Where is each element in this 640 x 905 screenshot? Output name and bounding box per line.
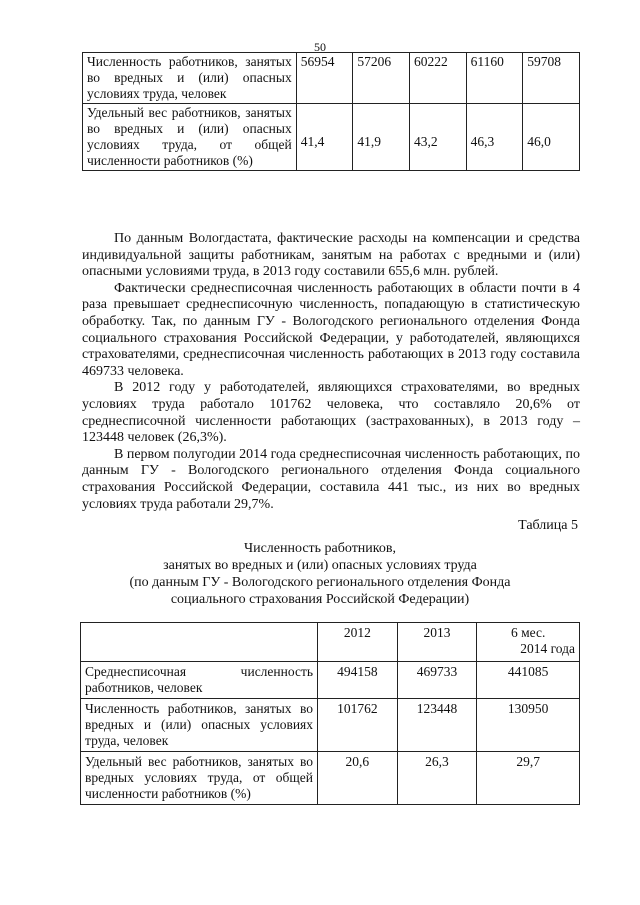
table-cell: 101762 bbox=[318, 699, 398, 752]
table-cell: 56954 bbox=[296, 53, 353, 104]
table-cell: 20,6 bbox=[318, 752, 398, 805]
table-row bbox=[81, 662, 580, 699]
row-label: Численность работников, занятых во вредных и (или) опасных условиях труда, человек bbox=[81, 699, 318, 752]
table-caption bbox=[0, 540, 640, 608]
paragraph: В первом полугодии 2014 года среднесписочная численность работающих, по данным ГУ - Вологодского регионального отделения Фонда социального страхования Российской Федерации, составила 441 тыс., из них во вредных условиях труда работали 29,7%. bbox=[82, 446, 580, 512]
header-cell-2013: 2013 bbox=[397, 623, 477, 662]
header-cell-2014 bbox=[477, 623, 580, 662]
continued-table bbox=[82, 52, 580, 171]
table-cell: 60222 bbox=[410, 53, 467, 104]
paragraph: Фактически среднесписочная численность работающих в области почти в 4 раза превышает среднесписочную численность, попадающую в статистическую обработку. Так, по данным ГУ - Вологодского регионального отделения Фонда социального страхования Российской Федерации, у работодателей, являющихся страхователями, среднесписочная численность работающих в 2013 году составила 469733 человека. bbox=[82, 280, 580, 379]
table-row bbox=[81, 752, 580, 805]
table-cell: 41,9 bbox=[353, 104, 410, 171]
table-cell: 494158 bbox=[318, 662, 398, 699]
body-text bbox=[82, 231, 580, 513]
table-header-row bbox=[81, 623, 580, 662]
row-label: Среднесписочная численность работников, человек bbox=[81, 662, 318, 699]
table-row bbox=[81, 699, 580, 752]
table-cell: 29,7 bbox=[477, 752, 580, 805]
table-cell: 43,2 bbox=[410, 104, 467, 171]
table-cell: 441085 bbox=[477, 662, 580, 699]
header-cell-2012: 2012 bbox=[318, 623, 398, 662]
caption-line: социального страхования Российской Федерации) bbox=[170, 592, 470, 607]
row-label: Удельный вес работников, занятых во вредных условиях труда, от общей численности работников (%) bbox=[81, 752, 318, 805]
caption-line: занятых во вредных и (или) опасных условиях труда bbox=[163, 558, 477, 573]
table-row bbox=[83, 53, 580, 104]
table-cell: 46,0 bbox=[523, 104, 580, 171]
table-row bbox=[83, 104, 580, 171]
page-number: 50 bbox=[314, 40, 326, 54]
table-cell: 59708 bbox=[523, 53, 580, 104]
row-label: Удельный вес работников, занятых во вредных и (или) опасных условиях труда, от общей численности работников (%) bbox=[83, 104, 297, 171]
table-cell: 123448 bbox=[397, 699, 477, 752]
table-cell: 26,3 bbox=[397, 752, 477, 805]
header-empty-cell bbox=[81, 623, 318, 662]
paragraph: По данным Вологдастата, фактические расходы на компенсации и средства индивидуальной защиты работникам, занятым на работах с вредными и (или) опасными условиями труда, в 2013 году составили 655,6 млн. рублей. bbox=[82, 231, 580, 280]
caption-line: Численность работников, bbox=[243, 541, 396, 556]
table-cell: 61160 bbox=[466, 53, 523, 104]
table-cell: 46,3 bbox=[466, 104, 523, 171]
paragraph: В 2012 году у работодателей, являющихся страхователями, во вредных условиях труда работало 101762 человека, что составляло 20,6% от среднесписочной численности работающих (застрахованных), в 2013 году – 123448 человек (26,3%). bbox=[82, 380, 580, 446]
row-label: Численность работников, занятых во вредных и (или) опасных условиях труда, человек bbox=[83, 53, 297, 104]
header-line: 2014 года bbox=[520, 641, 575, 656]
table-cell: 57206 bbox=[353, 53, 410, 104]
table-5 bbox=[80, 622, 580, 805]
table-cell: 130950 bbox=[477, 699, 580, 752]
table-cell: 469733 bbox=[397, 662, 477, 699]
caption-line: (по данным ГУ - Вологодского регионального отделения Фонда bbox=[129, 575, 511, 590]
table-number-label: Таблица 5 bbox=[518, 518, 578, 533]
header-line: 6 мес. bbox=[510, 625, 546, 640]
table-cell: 41,4 bbox=[296, 104, 353, 171]
